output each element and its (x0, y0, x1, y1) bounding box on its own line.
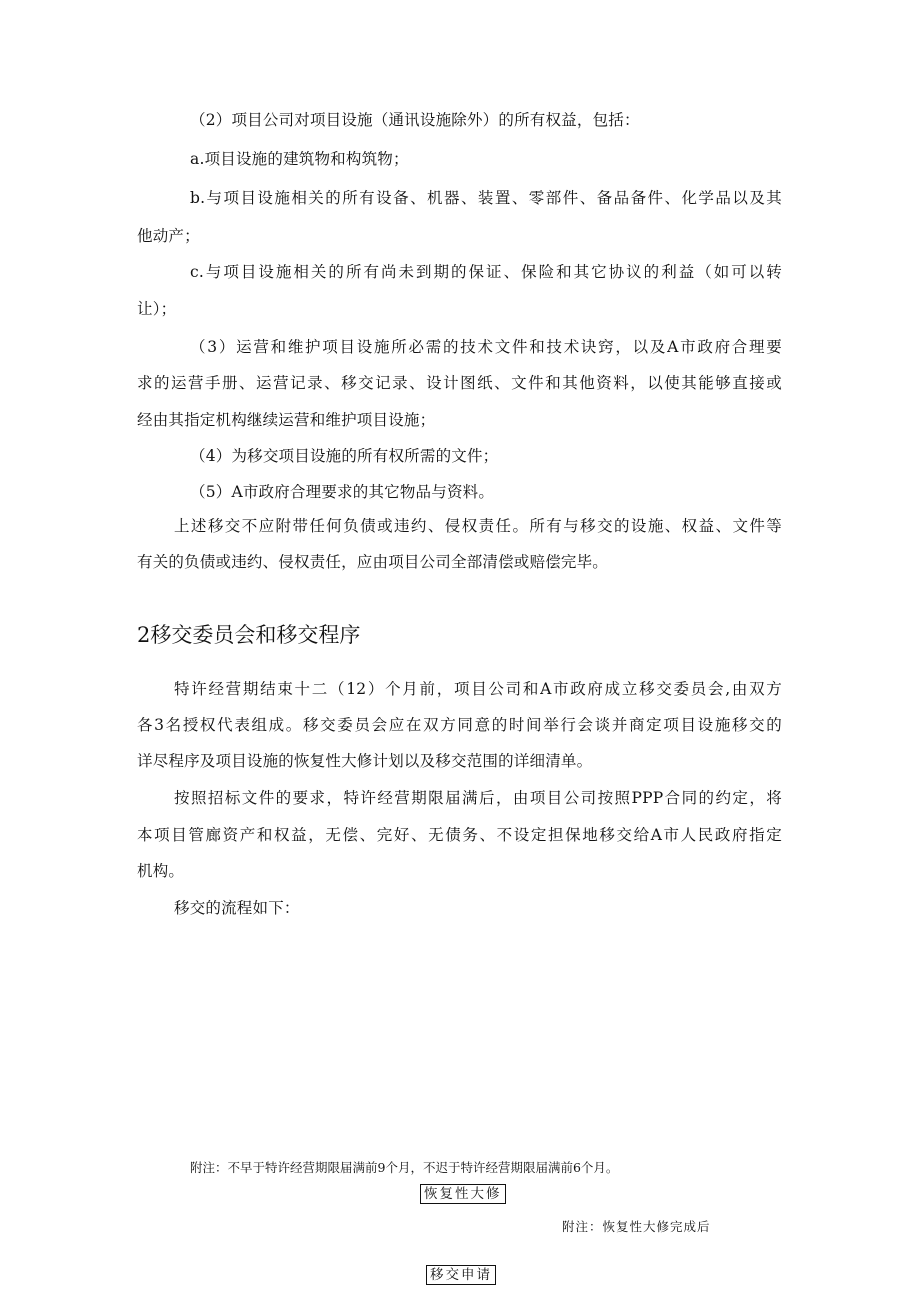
item-3-line2: 求的运营手册、运营记录、移交记录、设计图纸、文件和其他资料，以使其能够直接或 (137, 374, 782, 392)
p2-line3: 机构。 (137, 862, 185, 880)
p3: 移交的流程如下： (174, 899, 300, 917)
flow-note-1: 附注：不早于特许经营期限届满前9个月，不迟于特许经营期限届满前6个月。 (190, 1160, 619, 1175)
summary-line2: 有关的负债或违约、侵权责任，应由项目公司全部清偿或赔偿完毕。 (137, 553, 609, 571)
p1-line1: 特许经营期结束十二（12）个月前，项目公司和A市政府成立移交委员会,由双方 (174, 680, 782, 698)
flow-note-2: 附注：恢复性大修完成后 (562, 1219, 711, 1234)
p2-line2: 本项目管廊资产和权益，无偿、完好、无债务、不设定担保地移交给A市人民政府指定 (137, 826, 782, 844)
item-3-line3: 经由其指定机构继续运营和维护项目设施； (137, 411, 436, 429)
item-2b-line1: b.与项目设施相关的所有设备、机器、装置、零部件、备品备件、化学品以及其 (190, 189, 782, 207)
p1-line2: 各3名授权代表组成。移交委员会应在双方同意的时间举行会谈并商定项目设施移交的 (137, 716, 782, 734)
item-2c-line2: 让）； (137, 300, 177, 318)
section-heading: 2移交委员会和移交程序 (137, 623, 361, 647)
item-2: （2）项目公司对项目设施（通讯设施除外）的所有权益，包括： (190, 111, 640, 129)
summary-line1: 上述移交不应附带任何负债或违约、侵权责任。所有与移交的设施、权益、文件等 (174, 517, 782, 535)
item-4: （4）为移交项目设施的所有权所需的文件； (190, 447, 499, 465)
item-2a: a.项目设施的建筑物和构筑物； (190, 150, 409, 168)
flow-step-restorative-overhaul: 恢复性大修 (420, 1184, 506, 1204)
p1-line3: 详尽程序及项目设施的恢复性大修计划以及移交范围的详细清单。 (137, 752, 593, 770)
item-3-line1: （3）运营和维护项目设施所必需的技术文件和技术诀窍，以及A市政府合理要 (190, 338, 782, 356)
item-5: （5）A市政府合理要求的其它物品与资料。 (190, 483, 495, 501)
item-2b-line2: 他动产； (137, 227, 200, 245)
item-2c-line1: c.与项目设施相关的所有尚未到期的保证、保险和其它协议的利益（如可以转 (190, 263, 782, 281)
p2-line1: 按照招标文件的要求，特许经营期限届满后，由项目公司按照PPP合同的约定，将 (174, 789, 782, 807)
flow-step-transfer-application: 移交申请 (426, 1265, 496, 1285)
